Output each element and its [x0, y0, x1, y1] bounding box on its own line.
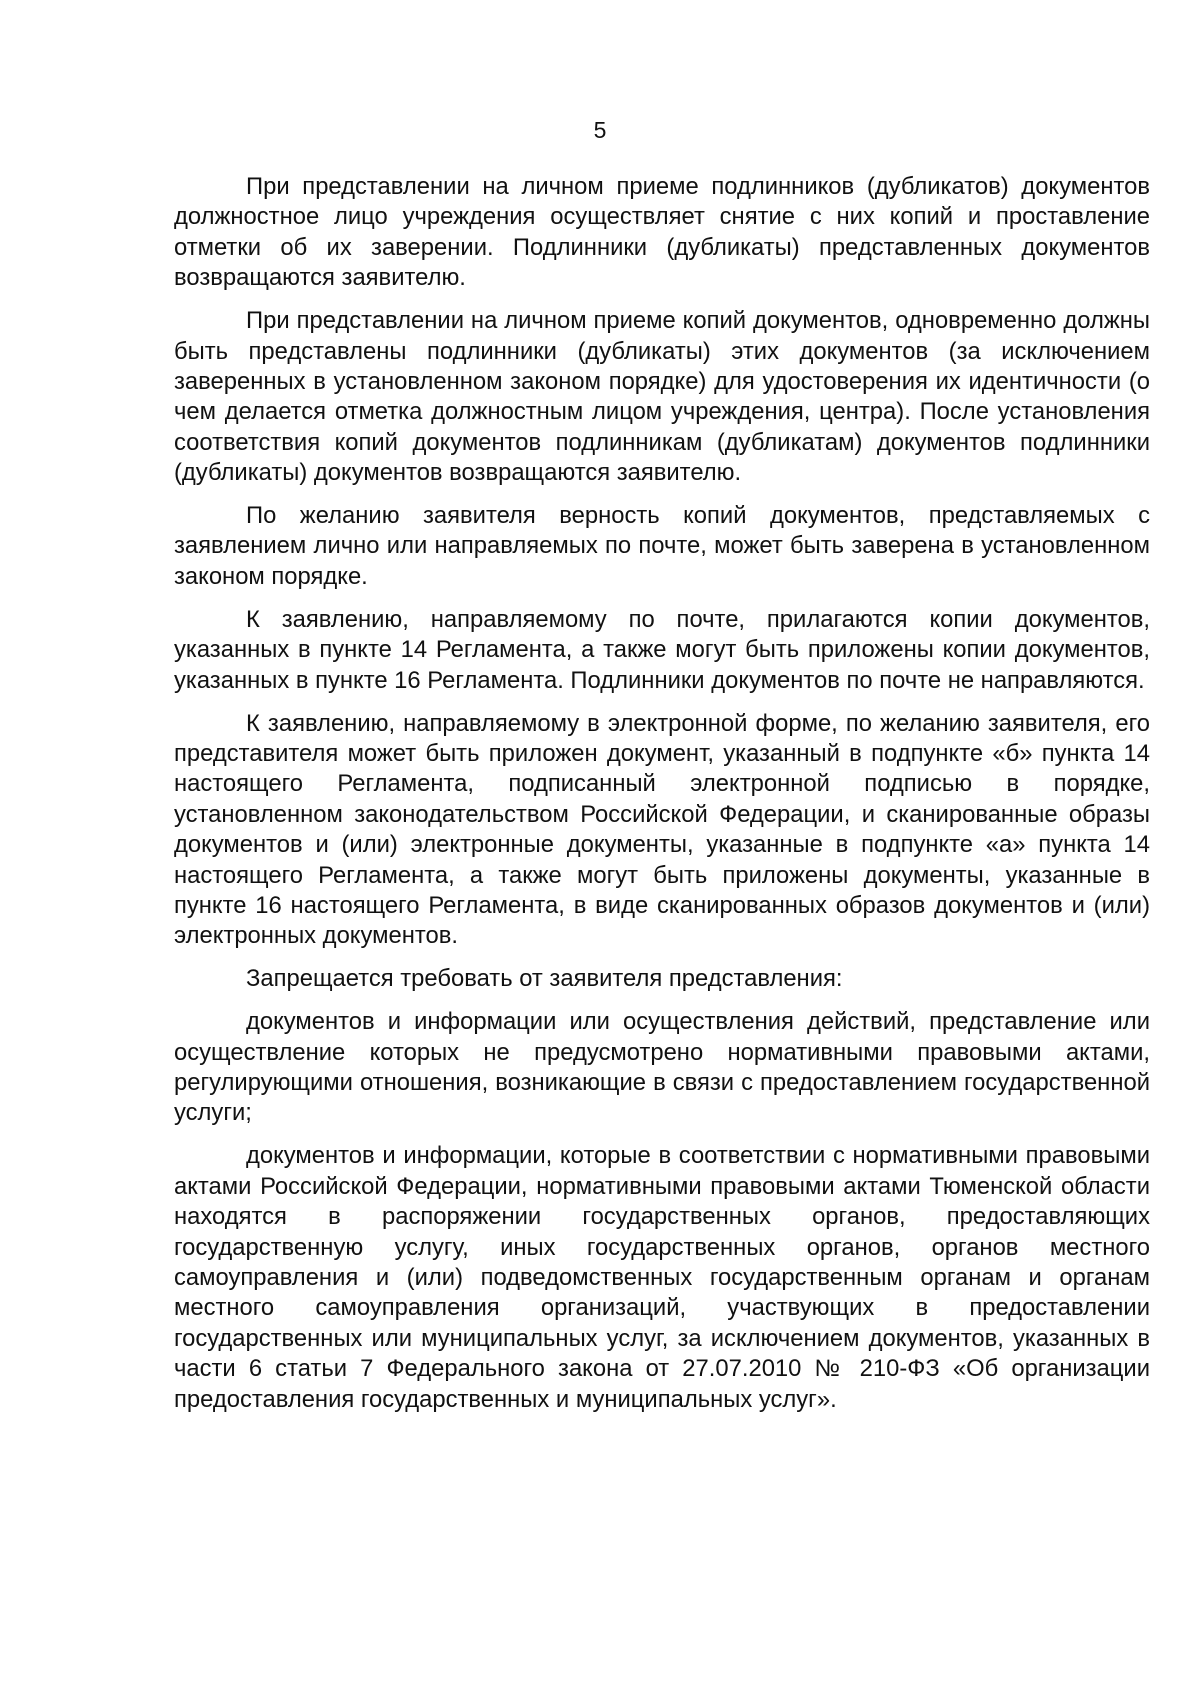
paragraph-postal-application: К заявлению, направляемому по почте, прилагаются копии документов, указанных в пункте 14 Регламента, а также могут быть приложены копии документов, указанных в пункте 16 Регламента. Подлинники документов по почте не направляются.	[174, 605, 1150, 694]
document-body	[174, 172, 1150, 1415]
paragraph-prohibited-requirements-heading: Запрещается требовать от заявителя представления:	[246, 965, 843, 993]
paragraph-electronic-application: К заявлению, направляемому в электронной форме, по желанию заявителя, его представителя может быть приложен документ, указанный в подпункте «б» пункта 14 настоящего Регламента, подписанный электронной подписью в порядке, установленном законодательством Российской Федерации, и сканированные образы документов и (или) электронные документы, указанные в подпункте «а» пункта 14 настоящего Регламента, а также могут быть приложены документы, указанные в пункте 16 настоящего Регламента, в виде сканированных образов документов и (или) электронных документов.	[174, 709, 1150, 950]
paragraph-prohibited-item-2: документов и информации, которые в соответствии с нормативными правовыми актами Российской Федерации, нормативными правовыми актами Тюменской области находятся в распоряжении государственных органов, предоставляющих государственную услугу, иных государственных органов, органов местного самоуправления и (или) подведомственных государственным органам и органам местного самоуправления организаций, участвующих в предоставлении государственных или муниципальных услуг, за исключением документов, указанных в части 6 статьи 7 Федерального закона от 27.07.2010 № 210-ФЗ «Об организации предоставления государственных и муниципальных услуг».	[174, 1142, 1150, 1413]
paragraph-prohibited-item-1: документов и информации или осуществления действий, представление или осуществление которых не предусмотрено нормативными правовыми актами, регулирующими отношения, возникающие в связи с предоставлением государственной услуги;	[174, 1008, 1150, 1127]
paragraph-originals-copying: При представлении на личном приеме подлинников (дубликатов) документов должностное лицо учреждения осуществляет снятие с них копий и проставление отметки об их заверении. Подлинники (дубликаты) представленных документов возвращаются заявителю.	[174, 173, 1150, 292]
paragraph-copies-certification: По желанию заявителя верность копий документов, представляемых с заявлением лично или направляемых по почте, может быть заверена в установленном законом порядке.	[174, 502, 1150, 590]
paragraph-copies-verification: При представлении на личном приеме копий документов, одновременно должны быть представлены подлинники (дубликаты) этих документов (за исключением заверенных в установленном законом порядке) для удостоверения их идентичности (о чем делается отметка должностным лицом учреждения, центра). После установления соответствия копий документов подлинникам (дубликатам) документов подлинники (дубликаты) документов возвращаются заявителю.	[174, 307, 1150, 487]
page-number: 5	[593, 117, 607, 143]
